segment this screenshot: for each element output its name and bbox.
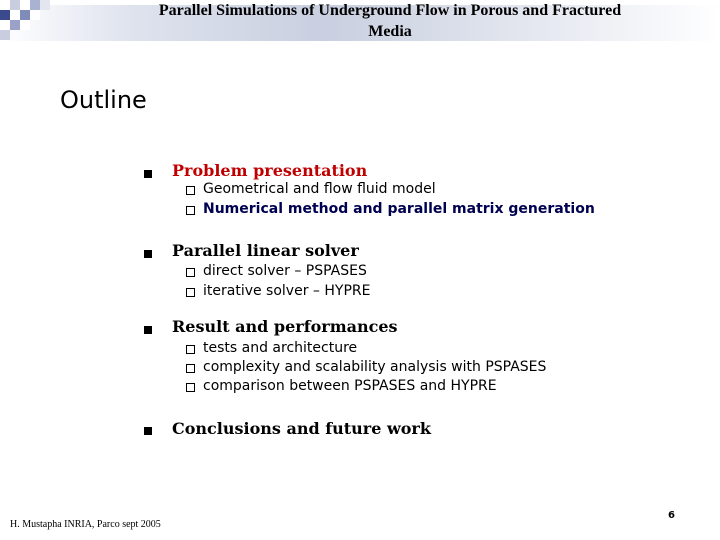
- sub-bullet-box-icon: [186, 383, 195, 392]
- bullet-square-icon: [144, 427, 152, 435]
- bullet-square-icon: [144, 326, 152, 334]
- sub-bullet-box-icon: [186, 206, 195, 215]
- section-parallel-linear-solver: Parallel linear solver: [172, 241, 359, 260]
- section-result-performances: Result and performances: [172, 317, 398, 336]
- subitem-geometrical-model: Geometrical and flow fluid model: [203, 181, 436, 197]
- subitem-numerical-method: Numerical method and parallel matrix generation: [203, 201, 595, 217]
- subitem-iterative-solver: iterative solver – HYPRE: [203, 283, 371, 299]
- slide-title: [60, 0, 720, 42]
- sub-bullet-box-icon: [186, 364, 195, 373]
- slide-title-line2: Media: [368, 23, 412, 40]
- footer-author: H. Mustapha INRIA, Parco sept 2005: [10, 519, 161, 530]
- bullet-square-icon: [144, 250, 152, 258]
- sub-bullet-box-icon: [186, 186, 195, 195]
- subitem-complexity-scalability: complexity and scalability analysis with PSPASES: [203, 359, 547, 375]
- subitem-comparison: comparison between PSPASES and HYPRE: [203, 378, 497, 394]
- section-conclusions: Conclusions and future work: [172, 419, 431, 438]
- section-problem-presentation: Problem presentation: [172, 161, 368, 180]
- page-number: 6: [668, 510, 675, 521]
- slide-title-line1: Parallel Simulations of Underground Flow in Porous and Fractured: [158, 2, 622, 19]
- sub-bullet-box-icon: [186, 345, 195, 354]
- subitem-direct-solver: direct solver – PSPASES: [203, 263, 367, 279]
- sub-bullet-box-icon: [186, 288, 195, 297]
- sub-bullet-box-icon: [186, 268, 195, 277]
- bullet-square-icon: [144, 170, 152, 178]
- subitem-tests-architecture: tests and architecture: [203, 340, 358, 356]
- outline-heading: Outline: [60, 86, 147, 114]
